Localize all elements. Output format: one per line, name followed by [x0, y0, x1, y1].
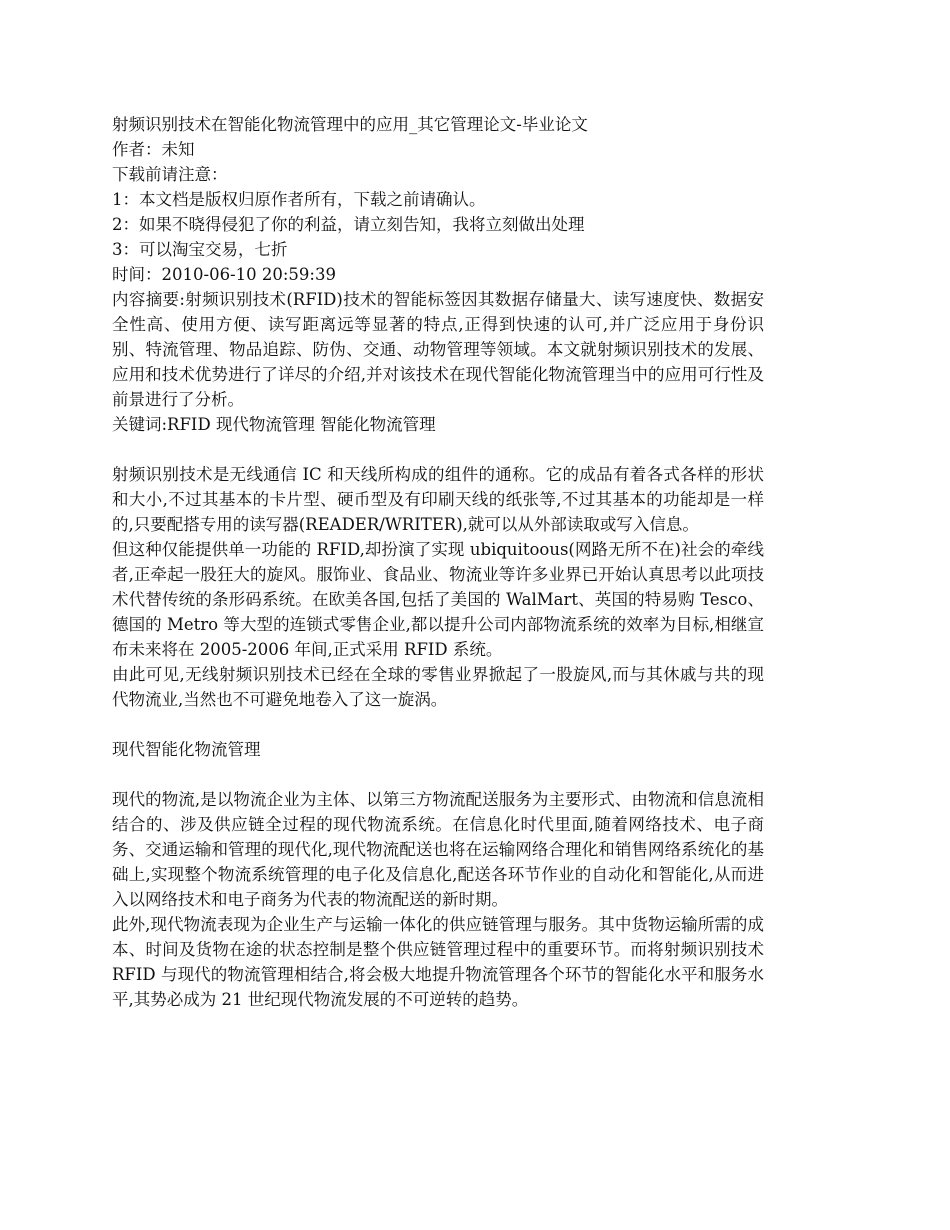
body-paragraph: 由此可见,无线射频识别技术已经在全球的零售业界掀起了一股旋风,而与其休戚与共的现代物流业,当然也不可避免地卷入了这一旋涡。 — [112, 665, 764, 709]
spacer — [112, 712, 764, 737]
body-paragraph: 射频识别技术是无线通信 IC 和天线所构成的组件的通称。它的成品有着各式各样的形状和大小,不过其基本的卡片型、硬币型及有印刷天线的纸张等,不过其基本的功能却是一样的,只要配搭专用的读写器(READER/WRITER),就可以从外部读取或写入信息。 — [112, 465, 764, 534]
notice-heading: 下载前请注意： — [112, 165, 228, 184]
abstract-paragraph: 内容摘要:射频识别技术(RFID)技术的智能标签因其数据存储量大、读写速度快、数据安全性高、使用方便、读写距离远等显著的特点,正得到快速的认可,并广泛应用于身份识别、特流管理、物品追踪、防伪、交通、动物管理等领域。本文就射频识别技术的发展、应用和技术优势进行了详尽的介绍,并对该技术在现代智能化物流管理当中的应用可行性及前景进行了分析。 — [112, 290, 764, 409]
notice-item: 3：可以淘宝交易，七折 — [112, 240, 288, 259]
body-paragraph: 此外,现代物流表现为企业生产与运输一体化的供应链管理与服务。其中货物运输所需的成本、时间及货物在途的状态控制是整个供应链管理过程中的重要环节。而将射频识别技术 RFID 与现代的物流管理相结合,将会极大地提升物流管理各个环节的智能化水平和服务水平,其势必成为 21 世纪现代物流发展的不可逆转的趋势。 — [112, 915, 764, 1009]
time-line: 时间：2010-06-10 20:59:39 — [112, 265, 336, 284]
body-paragraph: 但这种仅能提供单一功能的 RFID,却扮演了实现 ubiquitoous(网路无所不在)社会的牵线者,正牵起一股狂大的旋风。服饰业、食品业、物流业等许多业界已开始认真思考以此项技术代替传统的条形码系统。在欧美各国,包括了美国的 WalMart、英国的特易购 Tesco、德国的 Metro 等大型的连锁式零售企业,都以提升公司内部物流系统的效率为目标,相继宣布未来将在 2005-2006 年间,正式采用 RFID 系统。 — [112, 540, 764, 659]
document-title: 射频识别技术在智能化物流管理中的应用_其它管理论文-毕业论文 — [112, 115, 588, 134]
document-page — [112, 112, 764, 1012]
notice-item: 2：如果不晓得侵犯了你的利益，请立刻告知，我将立刻做出处理 — [112, 215, 585, 234]
spacer — [112, 437, 764, 462]
section-heading: 现代智能化物流管理 — [112, 740, 261, 759]
body-paragraph: 现代的物流,是以物流企业为主体、以第三方物流配送服务为主要形式、由物流和信息流相结合的、涉及供应链全过程的现代物流系统。在信息化时代里面,随着网络技术、电子商务、交通运输和管理的现代化,现代物流配送也将在运输网络合理化和销售网络系统化的基础上,实现整个物流系统管理的电子化及信息化,配送各环节作业的自动化和智能化,从而进入以网络技术和电子商务为代表的物流配送的新时期。 — [112, 790, 764, 909]
notice-item: 1：本文档是版权归原作者所有，下载之前请确认。 — [112, 190, 486, 209]
keywords-line: 关键词:RFID 现代物流管理 智能化物流管理 — [112, 415, 436, 434]
spacer — [112, 762, 764, 787]
author-line: 作者：未知 — [112, 140, 195, 159]
